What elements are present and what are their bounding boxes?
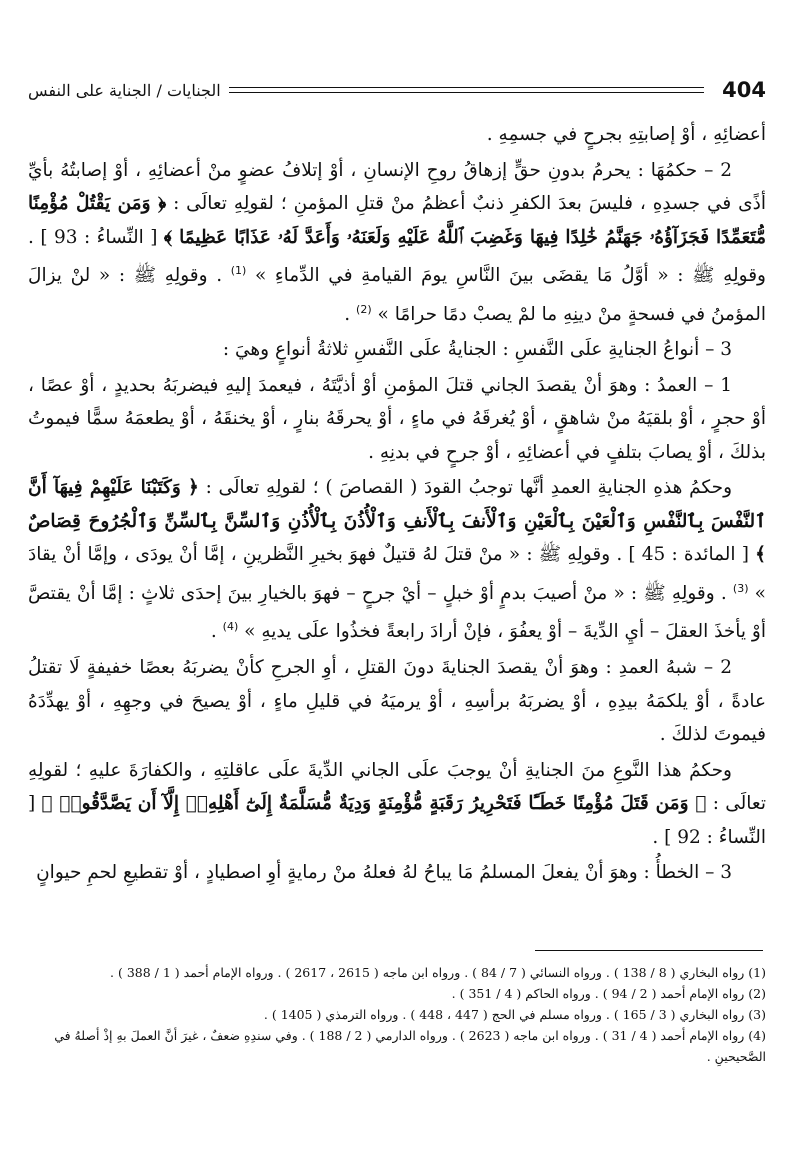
- ruling-text: 2 – حكمُهَا : يحرمُ بدونِ حقٍّ إزهاقُ روحِ الإنسانِ ، أوْ إتلافُ عضوٍ منْ أعضائِهِ ، أوْ إصابتُهُ بأيِّ أذًى في جسدِهِ ، فليسَ بعدَ الكفرِ ذنبٌ أعظمُ منْ قتلِ المؤمنِ ؛ لقولِهِ تعالَى :: [28, 159, 766, 214]
- paragraph-semi-intentional-ruling: [28, 754, 766, 855]
- footnote-marker: (2): [356, 302, 372, 316]
- header-rule: [229, 87, 704, 93]
- hadith-text: . وقولِهِ ﷺ : « منْ قتلَ لهُ قتيلٌ فهوَ بخيرِ النَّظرينِ ، إمَّا أنْ يودَى ، وإمَّا أنْ يقادَ »: [28, 544, 766, 604]
- paragraph-semi-intentional: 2 – شبهُ العمدِ : وهوَ أنْ يقصدَ الجنايةَ دونَ القتلِ ، أوِ الجرحِ كأنْ يضربَهُ بعصًا خفيفةٍ لَا تقتلُ عادةً ، أوْ يلكمَهُ بيدِهِ ، أوْ يضربَهُ برأسِهِ ، أوْ يرميَهُ في قليلِ ماءٍ ، أوْ يصيحَ في وجهِهِ ، أوْ يهدِّدَهُ فيموتَ لذلكَ .: [28, 657, 766, 746]
- footnote-marker: (1): [230, 264, 247, 277]
- ruling-text: وحكمُ هذهِ الجنايةِ العمدِ أنَّها توجبُ القودَ ( القصاصَ ) ؛ لقولِهِ تعالَى :: [205, 477, 732, 499]
- footnotes: [28, 962, 766, 1067]
- sentence-end: .: [344, 303, 351, 325]
- footnote: (1) رواه البخاري ( 8 / 138 ) . ورواه النسائي ( 7 / 84 ) . ورواه ابن ماجه ( 2615 ، 2617 ) . ورواه الإمام أحمد ( 1 / 388 ) .: [110, 965, 766, 980]
- hadith-text: . وقولِهِ ﷺ : « لنْ يزالَ المؤمنُ في فسحةٍ منْ دينِهِ ما لمْ يصبْ دمًا حرامًا »: [28, 265, 766, 325]
- hadith-text: . وقولِهِ ﷺ : « أوَّلُ مَا يقضَى بينَ النَّاسِ يومَ القيامةِ في الدِّماءِ »: [28, 226, 766, 287]
- ruling-text: وحكمُ هذا النَّوعِ منَ الجنايةِ أنْ يوجبَ علَى الجاني الدِّيةَ علَى عاقلتِهِ ، والكفارَةَ عليهِ ؛ لقولِهِ تعالَى :: [28, 759, 766, 815]
- quran-verse: ﴿ وَكَتَبْنَا عَلَيْهِمْ فِيهَآ أَنَّ ٱلنَّفْسَ بِٱلنَّفْسِ وَٱلْعَيْنَ بِٱلْعَيْنِ وَٱلْأَنفَ بِٱلْأَنفِ وَٱلْأُذُنَ بِٱلْأُذُنِ وَٱلسِّنَّ بِٱلسِّنِّ وَٱلْجُرُوحَ قِصَاصٌ ﴾: [28, 477, 766, 566]
- body-text: [28, 118, 766, 892]
- paragraph-mistake: 3 – الخطأُ : وهوَ أنْ يفعلَ المسلمُ مَا يباحُ لهُ فعلهُ منْ رمايةٍ أوِ اصطيادٍ ، أوْ تقطيعِ لحمِ حيوانٍ: [36, 862, 732, 884]
- quran-verse: ﴿ وَمَن قَتَلَ مُؤْمِنًا خَطَـًٔا فَتَحْرِيرُ رَقَبَةٍ مُّؤْمِنَةٍ وَدِيَةٌ مُّسَلَّمَةٌ إِلَىٰٓ أَهْلِهِۦٓ إِلَّآ أَن يَصَّدَّقُوا۟ ﴾: [41, 793, 707, 815]
- running-title: الجنايات / الجناية على النفس: [28, 80, 221, 100]
- verse-reference: [ النِّساءُ : 93 ]: [40, 226, 158, 248]
- footnote-marker: (4): [222, 620, 239, 634]
- paragraph-ruling: [28, 154, 766, 332]
- footnote-separator: [535, 950, 763, 951]
- quran-verse: ﴿ وَمَن يَقْتُلْ مُؤْمِنًا مُّتَعَمِّدًا فَجَزَآؤُهُۥ جَهَنَّمُ خَٰلِدًا فِيهَا وَغَضِبَ ٱللَّهُ عَلَيْهِ وَلَعَنَهُۥ وَأَعَدَّ لَهُۥ عَذَابًا عَظِيمًا ﴾: [28, 193, 766, 248]
- paragraph-intentional: 1 – العمدُ : وهوَ أنْ يقصدَ الجاني قتلَ المؤمنِ أوْ أذيَّتَهُ ، فيعمدَ إليهِ فيضربَهُ بحديدٍ ، أوْ عصًا ، أوْ حجرٍ ، أوْ بلقيَهُ منْ شاهقٍ ، أوْ يُغرقَهُ في ماءٍ ، أوْ يحرقَهُ بنارٍ ، أوْ يخنقَهُ ، أوْ يطعمَهُ سمًّا فيموتُ بذلكَ ، أوْ يصابَ بتلفٍ في أعضائِهِ ، أوْ جرحٍ في بدنِهِ .: [28, 374, 766, 463]
- footnote-marker: (3): [732, 581, 749, 595]
- verse-reference: [ المائدة : 45 ]: [628, 544, 749, 566]
- page-header: [28, 76, 766, 104]
- paragraph-types: 3 – أنواعُ الجنايةِ علَى النَّفسِ : الجنايةُ علَى النَّفسِ ثلاثةُ أنواعٍ وهيَ :: [222, 339, 732, 361]
- paragraph-intentional-ruling: [28, 471, 766, 649]
- verse-reference: [ النِّساءُ : 92 ] .: [28, 793, 766, 848]
- footnote: (4) رواه الإمام أحمد ( 4 / 31 ) . ورواه ابن ماجه ( 2623 ) . ورواه الدارمي ( 2 / 188 ) . وفي سندِهِ ضعفٌ ، غيرَ أنَّ العملَ بهِ إذْ أصلهُ في الصَّحيحينِ .: [54, 1028, 766, 1064]
- footnote: (2) رواه الإمام أحمد ( 2 / 94 ) . ورواه الحاكم ( 4 / 351 ) .: [451, 986, 766, 1001]
- footnote: (3) رواه البخاري ( 3 / 165 ) . ورواه مسلم في الحج ( 447 ، 448 ) . ورواه الترمذي ( 1405 ) .: [263, 1007, 766, 1022]
- hadith-text: . وقولِهِ ﷺ : « منْ أصيبَ بدمٍ أوْ خبلٍ – أيْ جرحٍ – فهوَ بالخيارِ بينَ إحدَى ثلاثٍ : إمَّا أنْ يقتصَّ أوْ يأخذَ العقلَ – أيِ الدِّيةَ – أوْ يعفُوَ ، فإنْ أرادَ رابعةً فخذُوا علَى يديهِ »: [28, 582, 766, 643]
- page-number: 404: [722, 78, 766, 102]
- sentence-end: .: [210, 621, 217, 643]
- paragraph-continuation: أعضائِهِ ، أوْ إصابتِهِ بجرحٍ في جسمِهِ .: [486, 124, 766, 145]
